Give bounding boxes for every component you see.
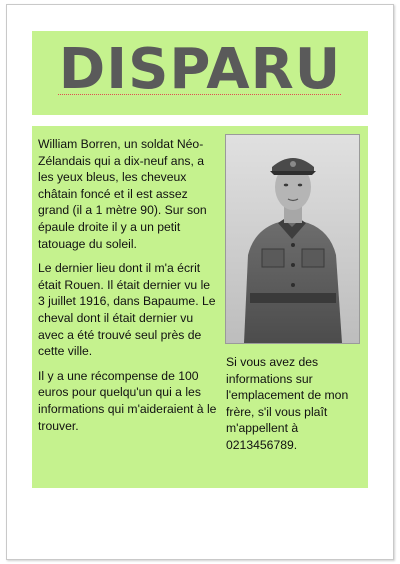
title-box <box>32 31 368 115</box>
description-paragraph: William Borren, un soldat Néo-Zélandais qui a dix-neuf ans, a les yeux bleus, les cheveux châtain foncé et il est assez grand (il a 1 mètre 90). Sur son épaule droite il y a un petit tatouage du soleil. <box>38 137 207 251</box>
page-title: DISPARU <box>58 37 342 102</box>
content-box <box>32 126 368 488</box>
contact-paragraph: Si vous avez des informations sur l'emplacement de mon frère, s'il vous plaît m'appellent à 0213456789. <box>226 355 349 452</box>
soldier-portrait-icon <box>226 135 359 343</box>
contact-column <box>226 354 364 454</box>
soldier-photo <box>225 134 360 344</box>
reward-paragraph: Il y a une récompense de 100 euros pour quelqu'un qui a les informations qui m'aideraient à le trouver. <box>38 368 217 433</box>
last-seen-paragraph: Le dernier lieu dont il m'a écrit était Rouen. Il était dernier vu le 3 juillet 1916, dans Bapaume. Le cheval dont il était dernier vu avec a été trouvé seul près de cette ville. <box>38 261 216 359</box>
description-column <box>38 136 220 442</box>
